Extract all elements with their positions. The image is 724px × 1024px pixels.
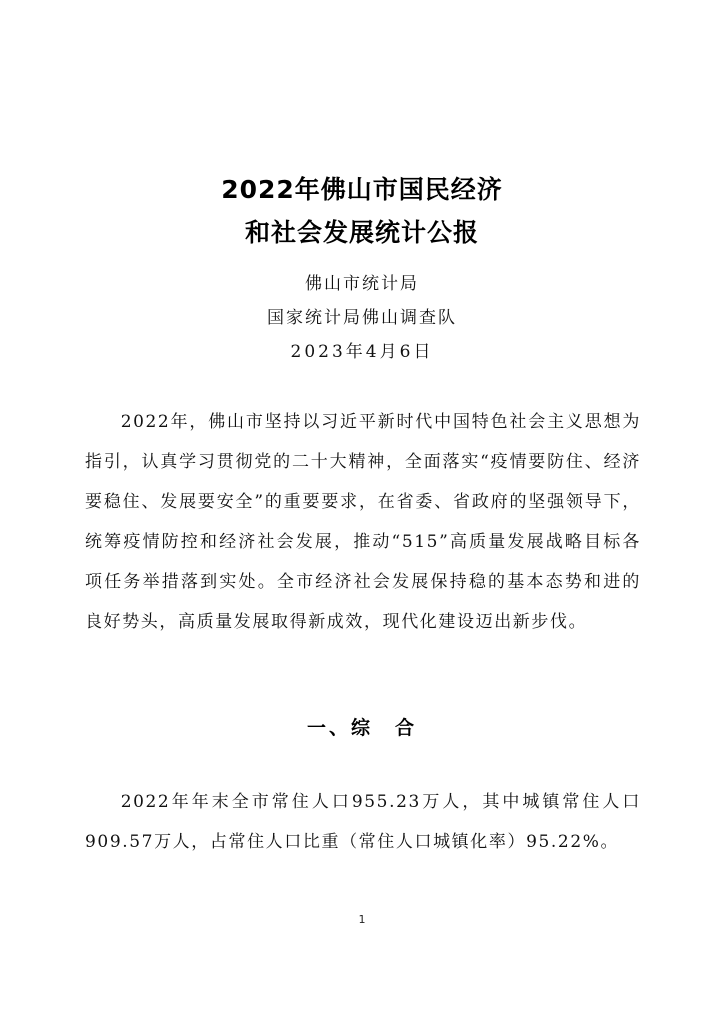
issuer-statistics-bureau: 佛山市统计局 [305, 274, 419, 294]
intro-paragraph: 2022年，佛山市坚持以习近平新时代中国特色社会主义思想为指引，认真学习贯彻党的二十大精神，全面落实“疫情要防住、经济要稳住、发展要安全”的重要要求，在省委、省政府的坚强领导下，统筹疫情防控和经济社会发展，推动“515”高质量发展战略目标各项任务举措落到实处。全市经济社会发展保持稳的基本态势和进的良好势头，高质量发展取得新成效，现代化建设迈出新步伐。 [85, 412, 641, 632]
report-title-line1: 2022年佛山市国民经济 [221, 175, 503, 204]
report-title-line2: 和社会发展统计公报 [244, 218, 479, 247]
publication-date: 2023年4月6日 [290, 342, 434, 362]
issuer-survey-team: 国家统计局佛山调查队 [267, 308, 457, 328]
section-heading: 一、综 合 [306, 717, 417, 739]
population-paragraph: 2022年年末全市常住人口955.23万人，其中城镇常住人口909.57万人，占常住人口比重（常住人口城镇化率）95.22%。 [85, 792, 641, 852]
page-number: 1 [358, 913, 366, 926]
